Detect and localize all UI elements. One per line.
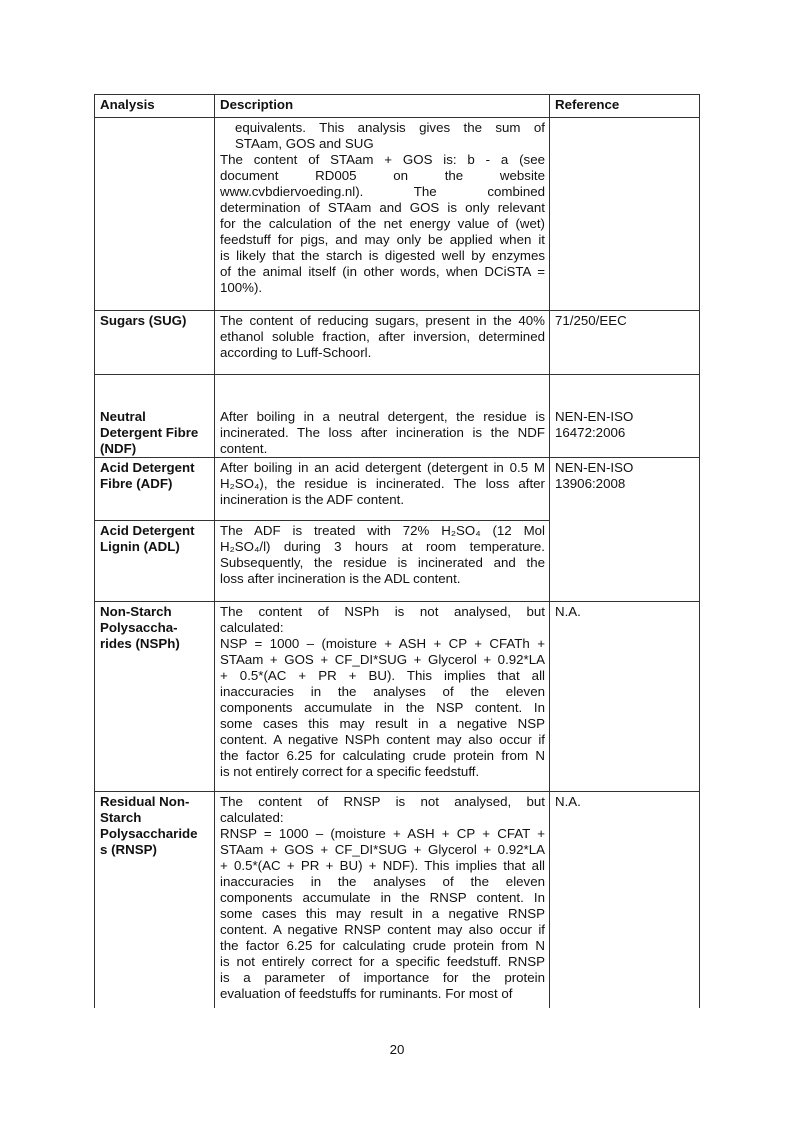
description-line: RNSP = 1000 – (moisture + ASH + CP + CFAT + — [220, 826, 545, 841]
description-line: The content of RNSP is not analysed, but — [220, 794, 545, 809]
description-line: STAam + GOS + CF_DI*SUG + Glycerol + 0.92*LA — [220, 652, 545, 667]
reference-cell — [550, 602, 700, 792]
analysis-line: Neutral — [100, 409, 146, 424]
analysis-line: Sugars (SUG) — [100, 313, 187, 328]
description-line: After boiling in a neutral detergent, the residue is — [220, 409, 545, 424]
table-header-row — [95, 95, 700, 118]
reference-line: N.A. — [555, 604, 581, 619]
reference-cell — [550, 118, 700, 311]
analysis-line: Acid Detergent — [100, 460, 195, 475]
description-cell — [215, 311, 550, 375]
description-line: the factor 6.25 for calculating crude protein from N — [220, 938, 545, 953]
description-line: www.cvbdiervoeding.nl). The combined — [220, 184, 545, 199]
description-cell — [215, 521, 550, 602]
description-line: evaluation of feedstuffs for ruminants. For most of — [220, 986, 513, 1001]
description-line: some cases this may result in a negative NSP — [220, 716, 545, 731]
description-line: is not entirely correct for a specific feedstuff. RNSP — [220, 954, 545, 969]
analysis-line: s (RNSP) — [100, 842, 157, 857]
header-description: Description — [215, 95, 550, 118]
description-line: is not entirely correct for a specific feedstuff. — [220, 764, 480, 779]
description-line: + 0.5*(AC + PR + BU). This implies that all — [220, 668, 545, 683]
analysis-cell — [95, 521, 215, 602]
reference-cell — [550, 311, 700, 375]
description-line: content. A negative RNSP content may also occur if — [220, 922, 545, 937]
table-row — [95, 311, 700, 375]
description-line: determination of STAam and GOS is only relevant — [220, 200, 545, 215]
table-row — [95, 118, 700, 311]
reference-line: NEN-EN-ISO — [555, 460, 634, 475]
analysis-line: Non-Starch — [100, 604, 172, 619]
analysis-line: Polysaccha- — [100, 620, 178, 635]
description-line: content. — [220, 441, 268, 456]
description-line: NSP = 1000 – (moisture + ASH + CP + CFATh + — [220, 636, 545, 651]
header-analysis: Analysis — [95, 95, 215, 118]
description-line: 100%). — [220, 280, 263, 295]
description-cell — [215, 792, 550, 1008]
description-line: After boiling in an acid detergent (detergent in 0.5 M — [220, 460, 545, 475]
description-line: some cases this may result in a negative RNSP — [220, 906, 545, 921]
description-line: content. A negative NSPh content may also occur if — [220, 732, 545, 747]
reference-line: 71/250/EEC — [555, 313, 627, 328]
description-line: according to Luff-Schoorl. — [220, 345, 372, 360]
description-line: loss after incineration is the ADL content. — [220, 571, 461, 586]
analysis-line: Polysaccharide — [100, 826, 198, 841]
description-line: The content of reducing sugars, present in the 40% — [220, 313, 545, 328]
analysis-line: Residual Non- — [100, 794, 190, 809]
analysis-line: (NDF) — [100, 441, 137, 456]
table-row — [95, 375, 700, 458]
description-line: is likely that the starch is digested well by enzymes — [220, 248, 545, 263]
analysis-table — [94, 94, 700, 1008]
description-cell — [215, 118, 550, 311]
description-line: Subsequently, the residue is incinerated and the — [220, 555, 545, 570]
reference-cell — [550, 458, 700, 602]
description-line: The content of NSPh is not analysed, but — [220, 604, 545, 619]
analysis-line: Starch — [100, 810, 142, 825]
table-row — [95, 792, 700, 1008]
description-line: of the animal itself (in other words, when DCiSTA = — [220, 264, 545, 279]
reference-line: NEN-EN-ISO — [555, 409, 634, 424]
page-number: 20 — [389, 1042, 405, 1057]
table-row — [95, 458, 700, 521]
description-line: feedstuff for pigs, and may only be applied when it — [220, 232, 545, 247]
description-line: is a parameter of importance for the protein — [220, 970, 545, 985]
analysis-cell — [95, 602, 215, 792]
description-cell — [215, 458, 550, 521]
description-line: calculated: — [220, 620, 284, 635]
description-line: + 0.5*(AC + PR + BU) + NDF). This implies that all — [220, 858, 545, 873]
description-line: incineration is the ADF content. — [220, 492, 405, 507]
description-line: inaccuracies in the analyses of the eleven — [220, 684, 545, 699]
analysis-line: Lignin (ADL) — [100, 539, 180, 554]
description-line: The ADF is treated with 72% H₂SO₄ (12 Mol — [220, 523, 545, 538]
description-line: The content of STAam + GOS is: b - a (see — [220, 152, 545, 167]
analysis-line: Detergent Fibre — [100, 425, 199, 440]
analysis-cell — [95, 458, 215, 521]
description-line: components accumulate in the RNSP content. In — [220, 890, 545, 905]
table-body — [95, 118, 700, 1008]
description-line: H₂SO₄/l) during 3 hours at room temperature. — [220, 539, 545, 554]
description-line: components accumulate in the NSP content. In — [220, 700, 545, 715]
description-cell — [215, 602, 550, 792]
analysis-line: Fibre (ADF) — [100, 476, 173, 491]
description-line: equivalents. This analysis gives the sum of — [235, 120, 545, 135]
reference-cell — [550, 792, 700, 1008]
reference-line: N.A. — [555, 794, 581, 809]
analysis-cell — [95, 311, 215, 375]
description-line: calculated: — [220, 810, 284, 825]
analysis-line: Acid Detergent — [100, 523, 195, 538]
analysis-cell — [95, 792, 215, 1008]
description-line: STAam, GOS and SUG — [235, 136, 374, 151]
header-reference: Reference — [550, 95, 700, 118]
reference-line: 16472:2006 — [555, 425, 626, 440]
table-row — [95, 602, 700, 792]
description-line: incinerated. The loss after incineration is the NDF — [220, 425, 545, 440]
description-line: inaccuracies in the analyses of the eleven — [220, 874, 545, 889]
reference-cell — [550, 375, 700, 458]
analysis-cell — [95, 375, 215, 458]
description-line: document RD005 on the website — [220, 168, 545, 183]
analysis-cell — [95, 118, 215, 311]
description-line: for the calculation of the net energy value of (wet) — [220, 216, 545, 231]
reference-line: 13906:2008 — [555, 476, 626, 491]
analysis-line: rides (NSPh) — [100, 636, 180, 651]
description-line: ethanol soluble fraction, after inversion, determined — [220, 329, 545, 344]
description-cell — [215, 375, 550, 458]
description-line: H₂SO₄), the residue is incinerated. The loss after — [220, 476, 545, 491]
description-line: the factor 6.25 for calculating crude protein from N — [220, 748, 545, 763]
description-line: STAam + GOS + CF_DI*SUG + Glycerol + 0.92*LA — [220, 842, 545, 857]
